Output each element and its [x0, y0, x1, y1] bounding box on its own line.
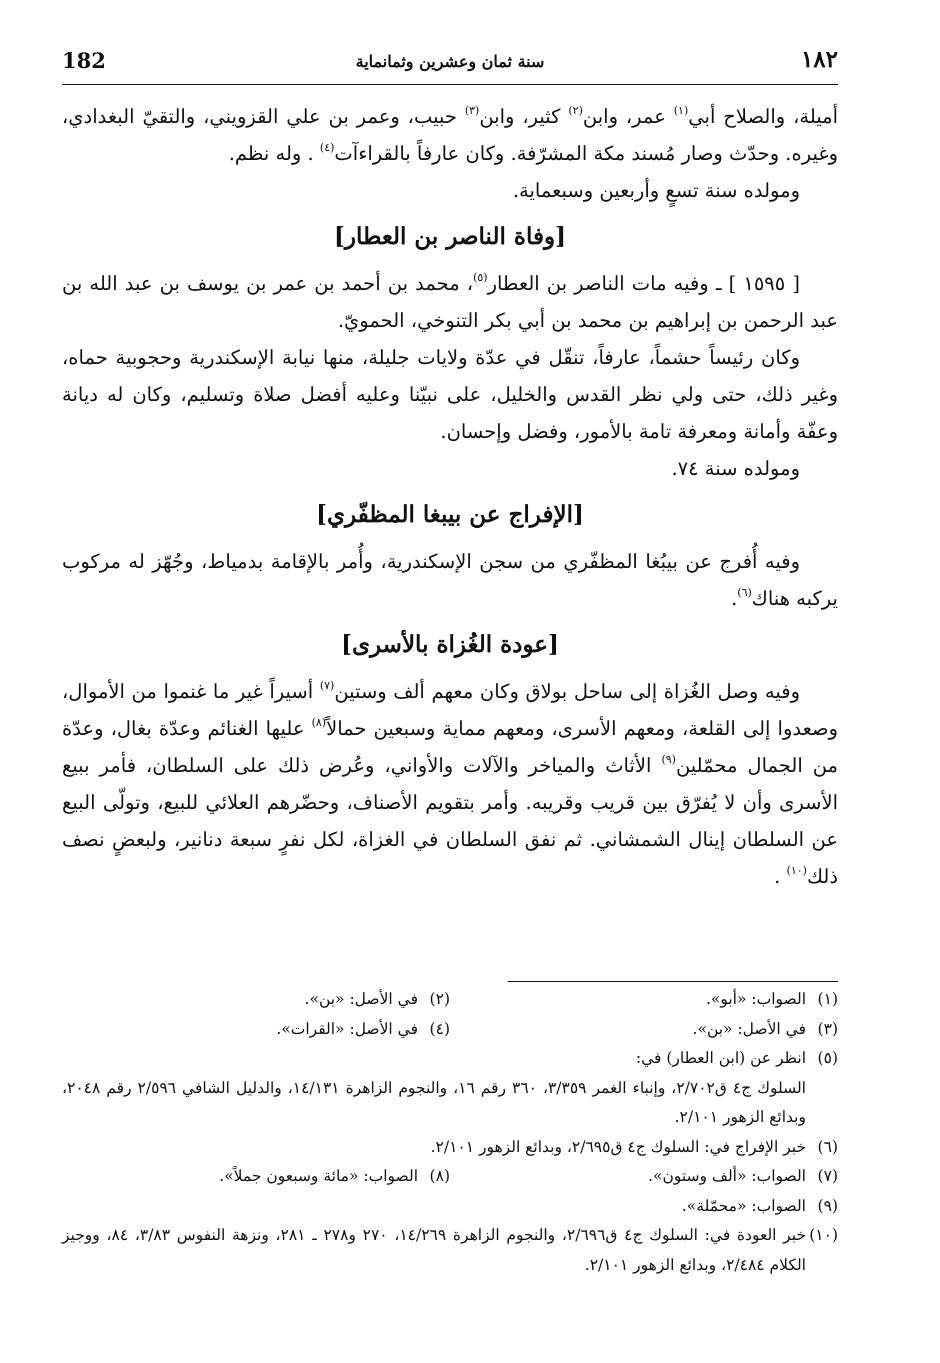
- footnote-number: (٤): [429, 1019, 450, 1038]
- text-run: الأثاث والمياخر والآلات والأواني، وعُرض ذلك على السلطان، فأمر ببيع الأسرى وأن لا يُفرّق بين قريب وقريبه. وأمر بتقويم الأصناف، وحضّرهم العلائي للبيع، وتولّى البيع عن السلطان إينال الشمشاني. ثم نفق السلطان في الغزاة، لكل نفرٍ سبعة دنانير، ولبعضٍ نصف ذلك: [62, 754, 838, 888]
- text-run: عمر، وابن: [582, 105, 674, 128]
- footnote-8: [62, 1162, 450, 1192]
- footnote-ref-5: (٥): [473, 271, 488, 284]
- footnote-text: في الأصل: «بن».: [304, 990, 418, 1008]
- footnote-row: [62, 1162, 838, 1192]
- page-header: [62, 44, 838, 85]
- footnote-6: [62, 1133, 838, 1163]
- paragraph-6: [62, 543, 838, 617]
- section-heading-3: [عودة الغُزاة بالأسرى]: [341, 631, 559, 658]
- text-run: حبيب، وعمر بن علي القزويني، والتقيّ البغدادي، وغيره. وحدّث وصار مُسند مكة المشرّفة. وكان عارفاً بالقراءآت: [62, 105, 838, 165]
- text-run: . وله نظم.: [228, 142, 320, 165]
- footnote-10: [62, 1221, 838, 1280]
- paragraph-3: [62, 265, 838, 339]
- footnote-ref-7: (٧): [319, 679, 335, 692]
- footnote-number: (٣): [817, 1019, 838, 1038]
- running-title: سنة ثمان وعشرين وثمانماية: [355, 52, 545, 71]
- paragraph-7: [62, 673, 838, 895]
- text-run: كثير، وابن: [479, 105, 569, 128]
- footnotes: [62, 985, 838, 1280]
- paragraph-4: وكان رئيساً حشماً، عارفاً، تنقّل في عدّة ولايات جليلة، منها نيابة الإسكندرية وحجوبية حماه، وغير ذلك، حتى ولي نظر القدس والخليل، على نبيّنا وعليه أفضل صلاة وتسليم، وكان له ديانة وعفّة وأمانة ومعرفة تامة بالأمور، وفضل وإحسان.: [62, 346, 838, 443]
- footnote-number: (٥): [817, 1049, 838, 1067]
- footnote-4: [62, 1015, 450, 1045]
- footnote-2: [62, 985, 450, 1015]
- footnote-ref-9: (٩): [661, 753, 676, 766]
- footnote-divider: [508, 981, 838, 982]
- footnote-number: (٢): [429, 990, 450, 1008]
- paragraph-5: ومولده سنة ٧٤.: [671, 457, 800, 480]
- footnote-ref-3: (٣): [464, 104, 480, 117]
- text-run: وفيه أُفرج عن بيبُغا المظفّري من سجن الإسكندرية، وأُمر بالإقامة بدمياط، وجُهّز له مركوب يركبه هناك: [62, 550, 838, 610]
- text-run: .: [774, 865, 787, 888]
- footnote-1: [450, 985, 838, 1015]
- footnote-text: في الأصل: «القرات».: [276, 1019, 418, 1038]
- text-run: عليها الغنائم وعدّة بغال، وعدّة من الجمال محمّلين: [62, 717, 838, 777]
- footnote-number: (٧): [817, 1167, 838, 1185]
- text-run: [ ١٥٩٥ ] ـ وفيه مات الناصر بن العطار: [487, 272, 800, 295]
- footnote-5: [62, 1044, 838, 1074]
- footnote-7: [450, 1162, 838, 1192]
- footnote-ref-8: (٨): [311, 716, 327, 729]
- footnote-number: (١): [817, 990, 838, 1008]
- section-heading-2: [الإفراج عن بيبغا المظفّري]: [316, 501, 584, 528]
- paragraph-2: ومولده سنة تسعٍ وأربعين وسبعماية.: [512, 179, 800, 202]
- footnote-text: الصواب: «محمّلة».: [681, 1196, 806, 1215]
- footnote-number: (٩): [817, 1196, 838, 1215]
- footnote-text: السلوك ج٤ ق٢/٧٠٢، وإنباء الغمر ٣/٣٥٩، ٣٦٠ رقم ١٦، والنجوم الزاهرة ١٤/١٣١، والدليل الشافي ٢/٥٩٦ رقم ٢٠٤٨، وبدائع الزهور ٢/١٠١.: [62, 1078, 806, 1126]
- page-number-latin: 182: [62, 48, 106, 73]
- footnote-ref-4: (٤): [319, 141, 335, 154]
- text-run: وفيه وصل الغُزاة إلى ساحل بولاق وكان معهم ألف وستين: [334, 680, 800, 703]
- footnote-3: [450, 1015, 838, 1045]
- text-run: ، محمد بن أحمد بن عمر بن يوسف بن عبد الله بن عبد الرحمن بن إبراهيم بن محمد بن أبي بكر التنوخي، الحمويّ.: [62, 272, 838, 332]
- footnote-text: خبر الإفراج في: السلوك ج٤ ق٢/٦٩٥، وبدائع الزهور ٢/١٠١.: [430, 1137, 806, 1156]
- footnote-number: (١٠): [809, 1226, 838, 1244]
- footnote-ref-6: (٦): [737, 586, 752, 599]
- footnote-9: [62, 1192, 838, 1222]
- footnote-number: (٦): [817, 1137, 838, 1156]
- footnote-text: انظر عن (ابن العطار) في:: [635, 1049, 806, 1067]
- footnote-5-continuation: [62, 1074, 838, 1133]
- text-run: .: [731, 587, 738, 610]
- main-text: [62, 98, 838, 895]
- footnote-number: (٨): [429, 1167, 450, 1185]
- footnote-indent: [806, 1074, 838, 1133]
- footnote-ref-1: (١): [673, 104, 689, 117]
- section-heading-1: [وفاة الناصر بن العطار]: [334, 223, 566, 250]
- paragraph-1: [62, 98, 838, 172]
- footnote-text: الصواب: «مائة وسبعون جملاً».: [219, 1167, 418, 1185]
- footnote-ref-2: (٢): [568, 104, 583, 117]
- footnote-row: [62, 1015, 838, 1045]
- footnote-text: في الأصل: «بن».: [692, 1019, 806, 1038]
- footnote-ref-10: (١٠): [786, 864, 807, 877]
- text-run: أسيراً غير ما غنموا من الأموال، وصعدوا إلى القلعة، ومعهم الأسرى، ومعهم مماية وسبعين حمالاً: [62, 680, 839, 740]
- footnote-text: الصواب: «أبو».: [705, 990, 806, 1008]
- page-number-arabic: ١٨٢: [800, 46, 838, 73]
- footnote-text: خبر العودة في: السلوك ج٤ ق٢/٦٩٦، والنجوم الزاهرة ١٤/٢٦٩، ٢٧٠ و٢٧٨ ـ ٢٨١، ونزهة النفوس ٣/٨٣، ٨٤، ووجيز الكلام ٢/٤٨٤، وبدائع الزهور ٢/١٠١.: [62, 1226, 806, 1274]
- text-run: أميلة، والصلاح أبي: [688, 105, 839, 128]
- footnote-text: الصواب: «ألف وستون».: [648, 1167, 806, 1185]
- footnote-row: [62, 985, 838, 1015]
